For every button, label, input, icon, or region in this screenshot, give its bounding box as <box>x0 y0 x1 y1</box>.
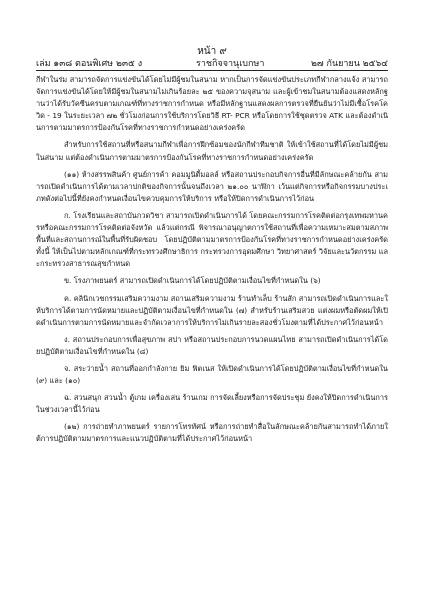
publication-name: ราชกิจจานุเบกษา <box>196 59 265 69</box>
volume-issue: เล่ม ๑๓๘ ตอนพิเศษ ๒๓๕ ง <box>36 59 143 69</box>
paragraph-item-11: (๑๑) ห้างสรรพสินค้า ศูนย์การค้า คอมมูนิตี้มอลล์ หรือสถานประกอบกิจการอื่นที่มีลักษณะคล้ายกัน สามารถเปิดดำเนินการได้ตามเวลาปกติของกิจการนั้นจนถึงเวลา ๒๑.๐๐ นาฬิกา เว้นแต่กิจการหรือกิจกรรมบางประเภทดังต่อไปนี้ที่ยังคงกำหนดเงื่อนไขควบคุมการให้บริการ หรือให้ปิดการดำเนินการไว้ก่อน <box>36 169 388 203</box>
paragraph-item-c: ค. คลินิกเวชกรรมเสริมความงาม สถานเสริมความงาม ร้านทำเล็บ ร้านสัก สามารถเปิดดำเนินการและให้บริการได้ตามการนัดหมายและปฏิบัติตามเงื่อนไขที่กำหนดใน (๗) สำหรับร้านเสริมสวย แต่งผมหรือตัดผมให้เปิดดำเนินการตามการนัดหมายและจำกัดเวลาการให้บริการไม่เกินรายละสองชั่วโมงตามที่ได้ประกาศไว้ก่อนหน้า <box>36 293 388 327</box>
paragraph-item-12: (๑๒) การถ่ายทำภาพยนตร์ รายการโทรทัศน์ หรือการถ่ายทำสื่อในลักษณะคล้ายกันสามารถทำได้ภายใต้การปฏิบัติตามมาตรการและแนวปฏิบัติตามที่ได้ประกาศไว้ก่อนหน้า <box>36 422 388 444</box>
paragraph-item-e: จ. สระว่ายน้ำ สถานที่ออกกำลังกาย ยิม ฟิตเนส ให้เปิดดำเนินการได้โดยปฏิบัติตามเงื่อนไขที่กำหนดใน (๙) และ (๑๐) <box>36 363 388 386</box>
paragraph-athlete-training: สำหรับการใช้สถานที่หรือสนามกีฬาเพื่อการฝึกซ้อมของนักกีฬาทีมชาติ ให้เข้าใช้สถานที่ได้โดยไม่มีผู้ชมในสนาม แต่ต้องดำเนินการตามมาตรการป้องกันโรคที่ทางราชการกำหนดอย่างเคร่งครัด <box>36 140 388 162</box>
page-number: หน้า ๙ <box>197 46 227 57</box>
header-divider <box>36 70 388 71</box>
gazette-header <box>36 56 388 70</box>
paragraph-continuation: กีฬาในร่ม สามารถจัดการแข่งขันได้โดยไม่มีผู้ชมในสนาม หากเป็นการจัดแข่งขันประเภทกีฬากลางแจ้ง สามารถจัดการแข่งขันได้โดยให้มีผู้ชมในสนามไม่เกินร้อยละ ๒๕ ของความจุสนาม และผู้เข้าชมในสนามต้องแสดงหลักฐานว่าได้รับวัคซีนครบตามเกณฑ์ที่ทางราชการกำหนด หรือมีหลักฐานแสดงผลการตรวจที่ยืนยันว่าไม่มีเชื้อโรคโควิด - 19 ในระยะเวลา ๗๒ ชั่วโมงก่อนการใช้บริการโดยวิธี RT- PCR หรือโดยการใช้ชุดตรวจ ATK และต้องดำเนินการตามมาตรการป้องกันโรคที่ทางราชการกำหนดอย่างเคร่งครัด <box>36 75 389 133</box>
paragraph-item-f: ฉ. สวนสนุก สวนน้ำ ตู้เกม เครื่องเล่น ร้านเกม การจัดเลี้ยงหรือการจัดประชุม ยังคงให้ปิดการดำเนินการในช่วงเวลานี้ไว้ก่อน <box>36 393 388 415</box>
paragraph-item-b: ข. โรงภาพยนตร์ สามารถเปิดดำเนินการได้โดยปฏิบัติตามเงื่อนไขที่กำหนดใน (๖) <box>64 276 321 286</box>
document-body <box>36 74 388 446</box>
publication-date: ๒๗ กันยายน ๒๕๖๔ <box>310 59 388 69</box>
paragraph-item-a: ก. โรงเรียนและสถาบันกวดวิชา สามารถเปิดดำเนินการได้ โดยคณะกรรมการโรคติดต่อกรุงเทพมหานครหรือคณะกรรมการโรคติดต่อจังหวัด แล้วแต่กรณี พิจารณาอนุญาตการใช้สถานที่เพื่อความเหมาะสมตามสภาพพื้นที่และสถานการณ์ในพื้นที่รับผิดชอบ โดยปฏิบัติตามมาตรการป้องกันโรคที่ทางราชการกำหนดอย่างเคร่งครัด ทั้งนี้ ให้เป็นไปตามหลักเกณฑ์ที่กระทรวงศึกษาธิการ กระทรวงการอุดมศึกษา วิทยาศาสตร์ วิจัยและนวัตกรรม และกระทรวงสาธารณสุขกำหนด <box>36 210 388 269</box>
paragraph-item-d: ง. สถานประกอบการเพื่อสุขภาพ สปา หรือสถานประกอบการนวดแผนไทย สามารถเปิดดำเนินการได้โดยปฏิบัติตามเงื่อนไขที่กำหนดใน (๘) <box>36 334 388 356</box>
